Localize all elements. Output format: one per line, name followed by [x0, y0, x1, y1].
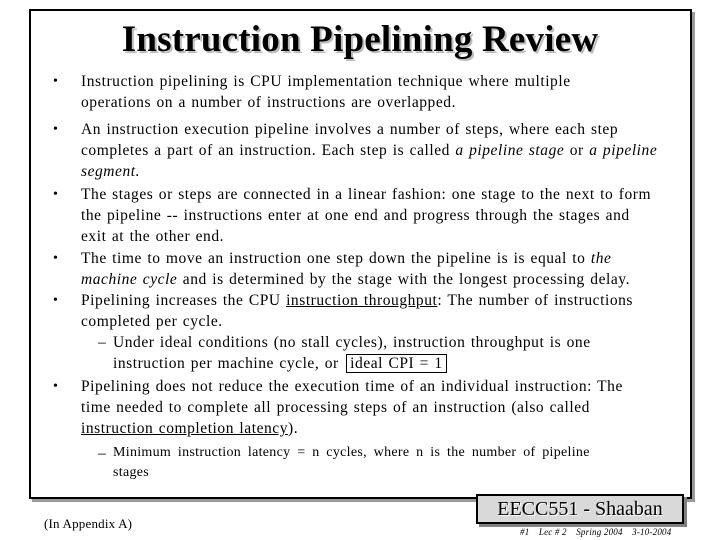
slide-number: #1 — [520, 527, 530, 537]
bullet-icon: • — [53, 187, 58, 202]
slide-title: Instruction Pipelining Review — [121, 19, 599, 60]
course-badge: EECC551 - Shaaban — [476, 494, 684, 524]
note-text: Minimum instruction latency = n cycles, where n is the number of pipeline stages — [113, 445, 590, 480]
ideal-cpi-box: ideal CPI = 1 — [346, 354, 447, 373]
term: Spring 2004 — [576, 527, 623, 537]
bullet-icon: • — [53, 74, 58, 89]
bullet-icon: • — [53, 251, 58, 266]
appendix-reference: (In Appendix A) — [44, 516, 133, 531]
bullet-icon: • — [53, 122, 58, 137]
bullet-text: The stages or steps are connected in a linear fashion: one stage to the next to form the pipeline -- instructions enter at one end and progress through the stages and exit at the other end. — [81, 186, 652, 245]
bullet-text: The time to move an instruction one step down the pipeline is is equal to the machine cycle and is determined by the stage with the longest processing delay. — [81, 250, 630, 288]
bullet-text: An instruction execution pipeline involves a number of steps, where each step completes a part of an instruction. Each step is called a pipeline stage or a pipeline segment. — [81, 121, 658, 180]
term-machine-cycle: machine cycle — [81, 271, 178, 288]
term-pipeline-stage: a pipeline stage — [455, 142, 565, 159]
sub-bullet-text: Under ideal conditions (no stall cycles), instruction throughput is one instruction per machine cycle, or ideal CPI = 1 — [113, 334, 591, 372]
lecture-number: Lec # 2 — [538, 527, 567, 537]
slide-info — [520, 527, 678, 537]
term-instruction-completion-latency: instruction completion latency — [81, 420, 289, 437]
term-pipeline-segment: a pipeline — [589, 142, 658, 159]
bullet-text: Pipelining increases the CPU instruction throughput: The number of instructions completed per cycle. — [81, 292, 634, 330]
dash-icon: – — [98, 334, 106, 351]
bullet-icon: • — [53, 379, 58, 394]
term-instruction-throughput: instruction throughput — [286, 292, 438, 309]
bullet-icon: • — [53, 293, 58, 308]
bullet-text: Instruction pipelining is CPU implementation technique where multiple operations on a number of instructions are overlapped. — [81, 73, 571, 111]
dash-icon: – — [98, 445, 106, 462]
bullet-text: Pipelining does not reduce the execution time of an individual instruction: The time needed to complete all processing steps of an instruction (also called instruction completion latency). — [81, 378, 623, 437]
date: 3-10-2004 — [632, 527, 672, 537]
